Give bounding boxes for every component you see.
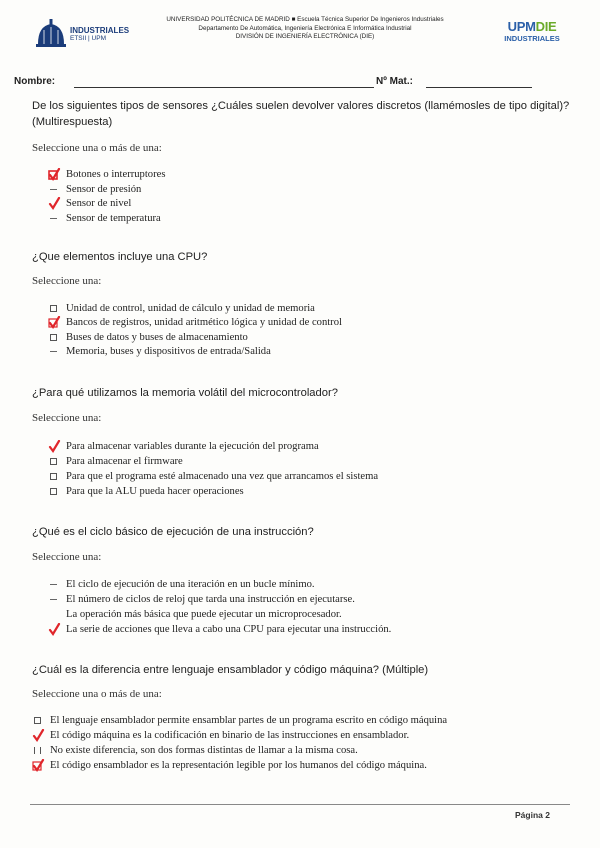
q4-option-4[interactable]: [48, 623, 568, 637]
option-label: El número de ciclos de reloj que tarda una instrucción en ejecutarse.: [66, 594, 355, 605]
question-5-instruction: Seleccione una o más de una:: [32, 688, 162, 700]
unchecked-box-icon: [50, 189, 57, 190]
header-line-1: UNIVERSIDAD POLITÉCNICA DE MADRID ■ Escuela Técnica Superior De Ingenieros Industriales: [166, 16, 444, 23]
q4-option-2[interactable]: [48, 593, 568, 607]
question-2-text: ¿Que elementos incluye una CPU?: [32, 251, 208, 263]
question-1-instruction: Seleccione una o más de una:: [32, 142, 162, 154]
q1-option-2[interactable]: [48, 183, 568, 197]
dome-logo-icon: [34, 18, 68, 48]
q3-option-2[interactable]: [48, 455, 568, 469]
logo-die-text: DIE: [535, 19, 557, 34]
option-label: El código ensamblador es la representación legible por los humanos del código máquina.: [50, 760, 427, 771]
unchecked-box-icon: [50, 584, 57, 585]
option-label: El lenguaje ensamblador permite ensamblar partes de un programa escrito en código máquina: [50, 715, 448, 726]
unchecked-box-icon: [50, 473, 57, 480]
logo-left-line-1: INDUSTRIALES: [70, 26, 130, 35]
option-label: Sensor de nivel: [66, 198, 132, 209]
option-label: La serie de acciones que lleva a cabo una CPU para ejecutar una instrucción.: [66, 624, 392, 635]
unchecked-box-icon: [50, 218, 57, 219]
student-info-row: [14, 76, 574, 90]
question-2-instruction: Seleccione una:: [32, 275, 102, 287]
name-field[interactable]: [74, 87, 374, 88]
upmdie-logo: [492, 20, 572, 43]
option-label: Botones o interruptores: [66, 169, 166, 180]
option-label: Para almacenar variables durante la ejecución del programa: [66, 441, 319, 452]
option-label: Sensor de temperatura: [66, 213, 161, 224]
unchecked-box-icon: [50, 599, 57, 600]
unchecked-box-icon: [34, 717, 41, 724]
option-label: Para que la ALU pueda hacer operaciones: [66, 486, 244, 497]
q1-option-4[interactable]: [48, 212, 568, 226]
header-line-3: DIVISIÓN DE INGENIERÍA ELECTRÓNICA (DIE): [235, 33, 375, 41]
q5-option-3[interactable]: [32, 744, 552, 758]
etsii-logo: [34, 18, 134, 48]
q3-option-1[interactable]: [48, 440, 568, 454]
option-label: Para almacenar el firmware: [66, 456, 183, 467]
option-label: Memoria, buses y dispositivos de entrada/Salida: [66, 346, 271, 357]
check-icon: [32, 729, 46, 743]
logo-industriales-text: INDUSTRIALES: [504, 34, 560, 43]
question-4-instruction: Seleccione una:: [32, 551, 102, 563]
check-icon: [48, 316, 62, 330]
q1-option-1[interactable]: [48, 168, 568, 182]
q4-option-3[interactable]: [48, 608, 568, 622]
unchecked-box-icon: [50, 488, 57, 495]
check-icon: [48, 197, 62, 211]
option-label: El ciclo de ejecución de una iteración en un bucle mínimo.: [66, 579, 315, 590]
header-line-2: Departamento De Automática, Ingeniería Electrónica E Informática Industrial: [198, 24, 412, 32]
q1-option-3[interactable]: [48, 197, 568, 211]
question-1-text: De los siguientes tipos de sensores ¿Cuáles suelen devolver valores discretos (llamémosles de tipo digital)? (Multirespuesta): [32, 100, 570, 128]
q5-option-1[interactable]: [32, 714, 552, 728]
question-4-text: ¿Qué es el ciclo básico de ejecución de una instrucción?: [32, 526, 314, 538]
check-icon: [48, 168, 62, 182]
option-label: El código máquina es la codificación en binario de las instrucciones en ensamblador.: [50, 730, 410, 741]
unchecked-box-icon: [50, 334, 57, 341]
q5-option-4[interactable]: [32, 759, 552, 773]
unchecked-box-icon: [50, 305, 57, 312]
check-icon: [48, 623, 62, 637]
check-icon: [48, 440, 62, 454]
option-label: Para que el programa esté almacenado una vez que arrancamos el sistema: [66, 471, 379, 482]
option-label: Unidad de control, unidad de cálculo y unidad de memoria: [66, 303, 315, 314]
unchecked-box-icon: [50, 351, 57, 352]
mat-field[interactable]: [426, 87, 532, 88]
check-icon: [32, 759, 46, 773]
mat-label: Nº Mat.:: [376, 76, 413, 87]
option-label: Bancos de registros, unidad aritmético lógica y unidad de control: [66, 317, 342, 328]
option-label: Sensor de presión: [66, 184, 142, 195]
q2-option-1[interactable]: [48, 302, 568, 316]
logo-left-line-2: ETSII | UPM: [70, 35, 106, 42]
header-institution: [140, 16, 470, 42]
page-number: Página 2: [515, 810, 550, 820]
q5-option-2[interactable]: [32, 729, 552, 743]
question-3-text: ¿Para qué utilizamos la memoria volátil del microcontrolador?: [32, 387, 338, 399]
question-3-instruction: Seleccione una:: [32, 412, 102, 424]
q2-option-2[interactable]: [48, 316, 568, 330]
option-label: Buses de datos y buses de almacenamiento: [66, 332, 248, 343]
q2-option-4[interactable]: [48, 345, 568, 359]
q3-option-4[interactable]: [48, 485, 568, 499]
option-label: No existe diferencia, son dos formas distintas de llamar a la misma cosa.: [50, 745, 358, 756]
footer-divider: [30, 804, 570, 805]
logo-upm-text: UPM: [507, 19, 536, 34]
q3-option-3[interactable]: [48, 470, 568, 484]
name-label: Nombre:: [14, 76, 56, 87]
unchecked-box-icon: [34, 747, 41, 754]
q2-option-3[interactable]: [48, 331, 568, 345]
option-label: La operación más básica que puede ejecutar un microprocesador.: [66, 609, 342, 620]
unchecked-box-icon: [50, 458, 57, 465]
q4-option-1[interactable]: [48, 578, 568, 592]
question-5-text: ¿Cuál es la diferencia entre lenguaje ensamblador y código máquina? (Múltiple): [32, 664, 429, 676]
